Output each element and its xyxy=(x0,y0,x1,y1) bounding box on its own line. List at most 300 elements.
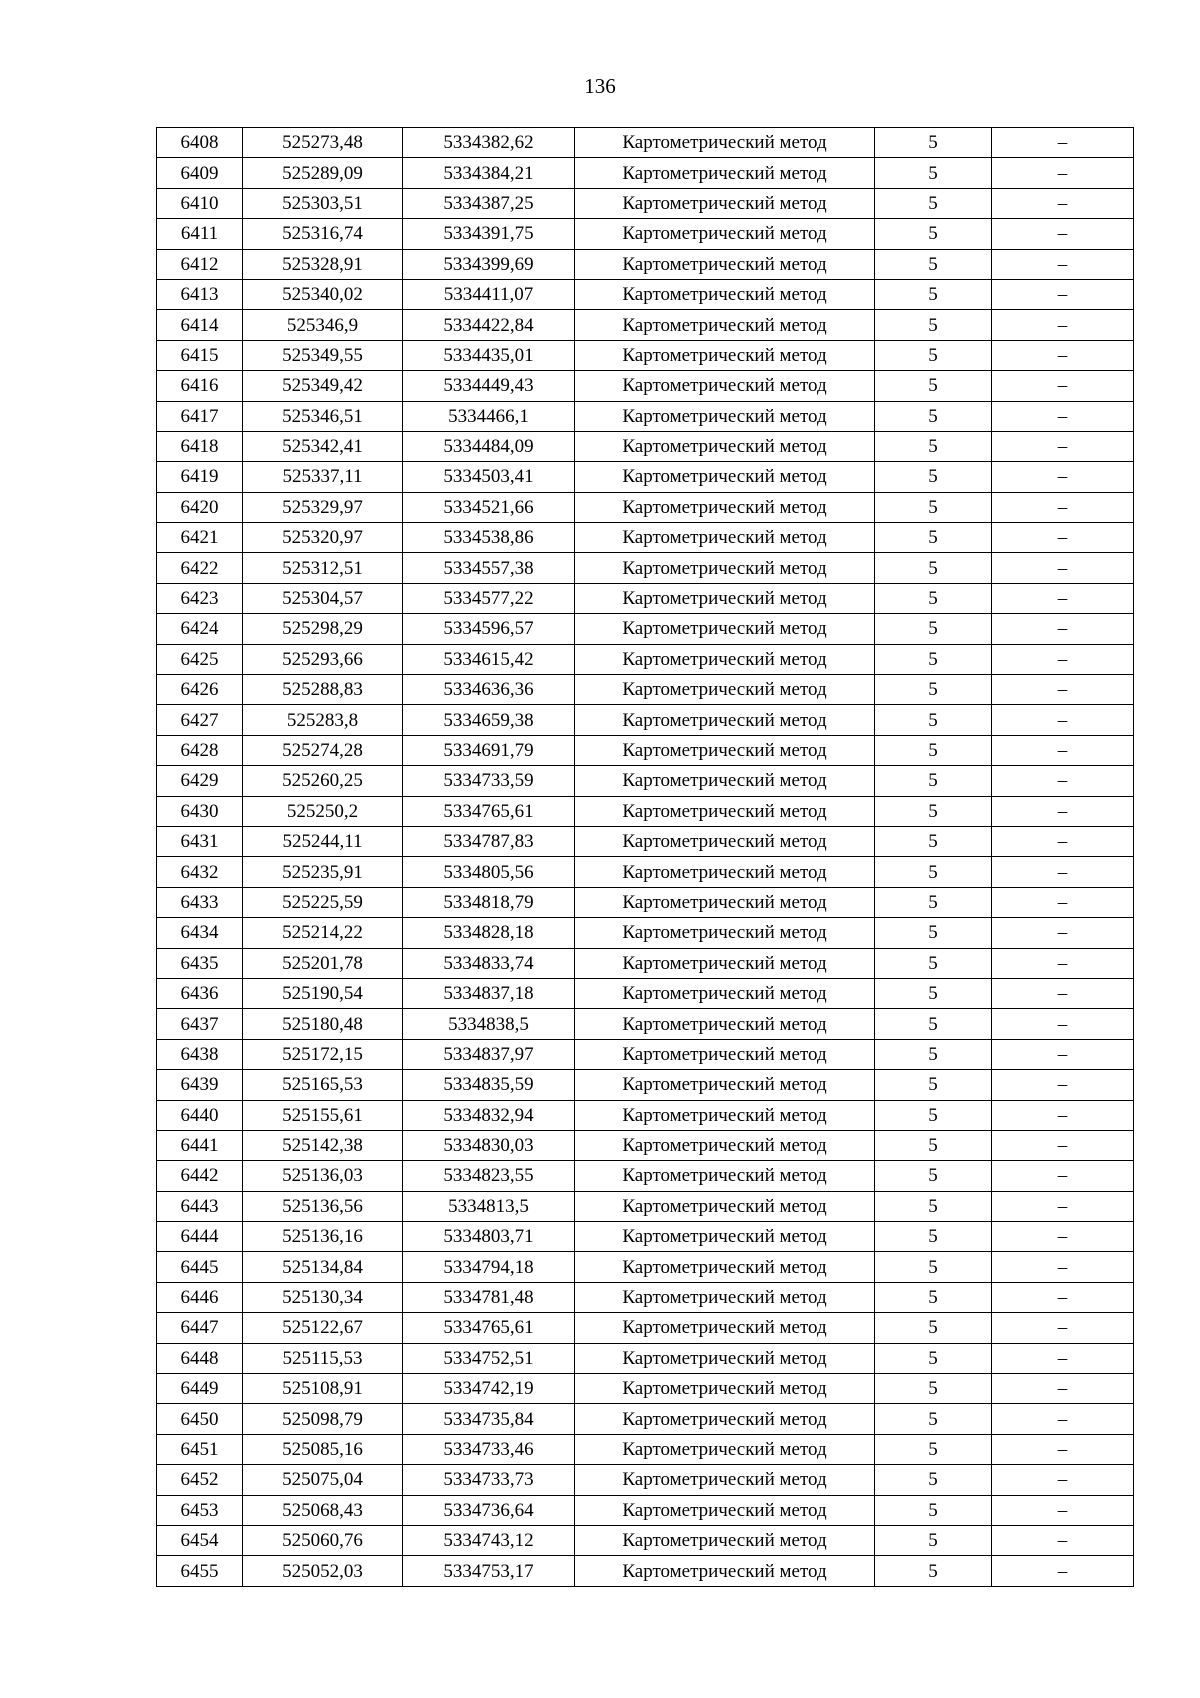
coordinates-table xyxy=(156,127,1134,1587)
accuracy-cell: 5 xyxy=(875,857,992,887)
description-cell: – xyxy=(992,1404,1134,1434)
y-coordinate-cell: 5334733,59 xyxy=(403,766,575,796)
x-coordinate-cell: 525340,02 xyxy=(243,279,403,309)
table-row xyxy=(157,158,1134,188)
y-coordinate-cell: 5334387,25 xyxy=(403,188,575,218)
accuracy-cell: 5 xyxy=(875,553,992,583)
table-row xyxy=(157,826,1134,856)
description-cell: – xyxy=(992,887,1134,917)
point-number-cell: 6429 xyxy=(157,766,243,796)
accuracy-cell: 5 xyxy=(875,1222,992,1252)
y-coordinate-cell: 5334384,21 xyxy=(403,158,575,188)
y-coordinate-cell: 5334733,46 xyxy=(403,1434,575,1464)
accuracy-cell: 5 xyxy=(875,1313,992,1343)
point-number-cell: 6412 xyxy=(157,249,243,279)
accuracy-cell: 5 xyxy=(875,1252,992,1282)
method-cell: Картометрический метод xyxy=(575,523,875,553)
coordinates-table-body xyxy=(157,128,1134,1587)
accuracy-cell: 5 xyxy=(875,948,992,978)
method-cell: Картометрический метод xyxy=(575,887,875,917)
accuracy-cell: 5 xyxy=(875,796,992,826)
point-number-cell: 6416 xyxy=(157,371,243,401)
method-cell: Картометрический метод xyxy=(575,310,875,340)
y-coordinate-cell: 5334484,09 xyxy=(403,431,575,461)
method-cell: Картометрический метод xyxy=(575,1343,875,1373)
accuracy-cell: 5 xyxy=(875,1404,992,1434)
x-coordinate-cell: 525346,51 xyxy=(243,401,403,431)
method-cell: Картометрический метод xyxy=(575,492,875,522)
x-coordinate-cell: 525312,51 xyxy=(243,553,403,583)
accuracy-cell: 5 xyxy=(875,219,992,249)
method-cell: Картометрический метод xyxy=(575,401,875,431)
table-row xyxy=(157,675,1134,705)
description-cell: – xyxy=(992,1525,1134,1555)
description-cell: – xyxy=(992,188,1134,218)
method-cell: Картометрический метод xyxy=(575,553,875,583)
point-number-cell: 6422 xyxy=(157,553,243,583)
description-cell: – xyxy=(992,1465,1134,1495)
y-coordinate-cell: 5334833,74 xyxy=(403,948,575,978)
x-coordinate-cell: 525320,97 xyxy=(243,523,403,553)
method-cell: Картометрический метод xyxy=(575,1161,875,1191)
accuracy-cell: 5 xyxy=(875,340,992,370)
description-cell: – xyxy=(992,1343,1134,1373)
point-number-cell: 6433 xyxy=(157,887,243,917)
x-coordinate-cell: 525329,97 xyxy=(243,492,403,522)
description-cell: – xyxy=(992,1161,1134,1191)
description-cell: – xyxy=(992,1191,1134,1221)
table-row xyxy=(157,219,1134,249)
description-cell: – xyxy=(992,1009,1134,1039)
table-row xyxy=(157,1070,1134,1100)
table-row xyxy=(157,1313,1134,1343)
point-number-cell: 6439 xyxy=(157,1070,243,1100)
x-coordinate-cell: 525273,48 xyxy=(243,128,403,158)
y-coordinate-cell: 5334435,01 xyxy=(403,340,575,370)
description-cell: – xyxy=(992,644,1134,674)
accuracy-cell: 5 xyxy=(875,1100,992,1130)
y-coordinate-cell: 5334736,64 xyxy=(403,1495,575,1525)
point-number-cell: 6408 xyxy=(157,128,243,158)
x-coordinate-cell: 525190,54 xyxy=(243,978,403,1008)
x-coordinate-cell: 525085,16 xyxy=(243,1434,403,1464)
accuracy-cell: 5 xyxy=(875,188,992,218)
x-coordinate-cell: 525134,84 xyxy=(243,1252,403,1282)
point-number-cell: 6411 xyxy=(157,219,243,249)
y-coordinate-cell: 5334733,73 xyxy=(403,1465,575,1495)
x-coordinate-cell: 525201,78 xyxy=(243,948,403,978)
y-coordinate-cell: 5334813,5 xyxy=(403,1191,575,1221)
method-cell: Картометрический метод xyxy=(575,1313,875,1343)
accuracy-cell: 5 xyxy=(875,128,992,158)
point-number-cell: 6435 xyxy=(157,948,243,978)
point-number-cell: 6431 xyxy=(157,826,243,856)
y-coordinate-cell: 5334411,07 xyxy=(403,279,575,309)
x-coordinate-cell: 525165,53 xyxy=(243,1070,403,1100)
accuracy-cell: 5 xyxy=(875,1009,992,1039)
accuracy-cell: 5 xyxy=(875,1130,992,1160)
point-number-cell: 6419 xyxy=(157,462,243,492)
accuracy-cell: 5 xyxy=(875,401,992,431)
page-number: 136 xyxy=(584,74,616,98)
method-cell: Картометрический метод xyxy=(575,1434,875,1464)
method-cell: Картометрический метод xyxy=(575,1130,875,1160)
x-coordinate-cell: 525180,48 xyxy=(243,1009,403,1039)
x-coordinate-cell: 525260,25 xyxy=(243,766,403,796)
table-row xyxy=(157,1130,1134,1160)
x-coordinate-cell: 525244,11 xyxy=(243,826,403,856)
description-cell: – xyxy=(992,1313,1134,1343)
method-cell: Картометрический метод xyxy=(575,1100,875,1130)
method-cell: Картометрический метод xyxy=(575,1525,875,1555)
table-row xyxy=(157,1100,1134,1130)
table-row xyxy=(157,1161,1134,1191)
accuracy-cell: 5 xyxy=(875,1282,992,1312)
table-row xyxy=(157,644,1134,674)
y-coordinate-cell: 5334615,42 xyxy=(403,644,575,674)
point-number-cell: 6417 xyxy=(157,401,243,431)
y-coordinate-cell: 5334422,84 xyxy=(403,310,575,340)
point-number-cell: 6443 xyxy=(157,1191,243,1221)
accuracy-cell: 5 xyxy=(875,371,992,401)
description-cell: – xyxy=(992,766,1134,796)
accuracy-cell: 5 xyxy=(875,310,992,340)
x-coordinate-cell: 525337,11 xyxy=(243,462,403,492)
accuracy-cell: 5 xyxy=(875,523,992,553)
table-row xyxy=(157,1343,1134,1373)
x-coordinate-cell: 525328,91 xyxy=(243,249,403,279)
x-coordinate-cell: 525098,79 xyxy=(243,1404,403,1434)
point-number-cell: 6423 xyxy=(157,583,243,613)
x-coordinate-cell: 525136,16 xyxy=(243,1222,403,1252)
method-cell: Картометрический метод xyxy=(575,371,875,401)
y-coordinate-cell: 5334636,36 xyxy=(403,675,575,705)
table-row xyxy=(157,978,1134,1008)
description-cell: – xyxy=(992,1495,1134,1525)
y-coordinate-cell: 5334753,17 xyxy=(403,1556,575,1586)
description-cell: – xyxy=(992,1282,1134,1312)
point-number-cell: 6438 xyxy=(157,1039,243,1069)
point-number-cell: 6436 xyxy=(157,978,243,1008)
table-row xyxy=(157,583,1134,613)
table-row xyxy=(157,735,1134,765)
method-cell: Картометрический метод xyxy=(575,462,875,492)
description-cell: – xyxy=(992,735,1134,765)
description-cell: – xyxy=(992,523,1134,553)
method-cell: Картометрический метод xyxy=(575,1282,875,1312)
description-cell: – xyxy=(992,1222,1134,1252)
x-coordinate-cell: 525068,43 xyxy=(243,1495,403,1525)
table-row xyxy=(157,614,1134,644)
table-row xyxy=(157,918,1134,948)
x-coordinate-cell: 525052,03 xyxy=(243,1556,403,1586)
description-cell: – xyxy=(992,401,1134,431)
x-coordinate-cell: 525172,15 xyxy=(243,1039,403,1069)
point-number-cell: 6437 xyxy=(157,1009,243,1039)
y-coordinate-cell: 5334735,84 xyxy=(403,1404,575,1434)
point-number-cell: 6415 xyxy=(157,340,243,370)
x-coordinate-cell: 525235,91 xyxy=(243,857,403,887)
description-cell: – xyxy=(992,978,1134,1008)
y-coordinate-cell: 5334399,69 xyxy=(403,249,575,279)
table-row xyxy=(157,279,1134,309)
y-coordinate-cell: 5334837,97 xyxy=(403,1039,575,1069)
y-coordinate-cell: 5334557,38 xyxy=(403,553,575,583)
table-row xyxy=(157,553,1134,583)
accuracy-cell: 5 xyxy=(875,279,992,309)
y-coordinate-cell: 5334466,1 xyxy=(403,401,575,431)
description-cell: – xyxy=(992,1374,1134,1404)
table-row xyxy=(157,1525,1134,1555)
y-coordinate-cell: 5334742,19 xyxy=(403,1374,575,1404)
method-cell: Картометрический метод xyxy=(575,279,875,309)
table-row xyxy=(157,431,1134,461)
method-cell: Картометрический метод xyxy=(575,583,875,613)
point-number-cell: 6424 xyxy=(157,614,243,644)
accuracy-cell: 5 xyxy=(875,158,992,188)
y-coordinate-cell: 5334830,03 xyxy=(403,1130,575,1160)
table-row xyxy=(157,887,1134,917)
x-coordinate-cell: 525136,56 xyxy=(243,1191,403,1221)
description-cell: – xyxy=(992,826,1134,856)
method-cell: Картометрический метод xyxy=(575,735,875,765)
y-coordinate-cell: 5334521,66 xyxy=(403,492,575,522)
accuracy-cell: 5 xyxy=(875,1070,992,1100)
y-coordinate-cell: 5334805,56 xyxy=(403,857,575,887)
description-cell: – xyxy=(992,948,1134,978)
y-coordinate-cell: 5334787,83 xyxy=(403,826,575,856)
accuracy-cell: 5 xyxy=(875,644,992,674)
table-row xyxy=(157,1374,1134,1404)
y-coordinate-cell: 5334838,5 xyxy=(403,1009,575,1039)
description-cell: – xyxy=(992,1252,1134,1282)
method-cell: Картометрический метод xyxy=(575,1070,875,1100)
accuracy-cell: 5 xyxy=(875,1343,992,1373)
x-coordinate-cell: 525349,42 xyxy=(243,371,403,401)
y-coordinate-cell: 5334837,18 xyxy=(403,978,575,1008)
point-number-cell: 6442 xyxy=(157,1161,243,1191)
table-row xyxy=(157,766,1134,796)
method-cell: Картометрический метод xyxy=(575,948,875,978)
y-coordinate-cell: 5334818,79 xyxy=(403,887,575,917)
x-coordinate-cell: 525155,61 xyxy=(243,1100,403,1130)
method-cell: Картометрический метод xyxy=(575,249,875,279)
description-cell: – xyxy=(992,918,1134,948)
point-number-cell: 6447 xyxy=(157,1313,243,1343)
method-cell: Картометрический метод xyxy=(575,1374,875,1404)
method-cell: Картометрический метод xyxy=(575,857,875,887)
description-cell: – xyxy=(992,553,1134,583)
accuracy-cell: 5 xyxy=(875,735,992,765)
table-row xyxy=(157,1465,1134,1495)
accuracy-cell: 5 xyxy=(875,705,992,735)
description-cell: – xyxy=(992,340,1134,370)
table-row xyxy=(157,340,1134,370)
x-coordinate-cell: 525274,28 xyxy=(243,735,403,765)
point-number-cell: 6409 xyxy=(157,158,243,188)
description-cell: – xyxy=(992,492,1134,522)
y-coordinate-cell: 5334382,62 xyxy=(403,128,575,158)
y-coordinate-cell: 5334691,79 xyxy=(403,735,575,765)
accuracy-cell: 5 xyxy=(875,887,992,917)
y-coordinate-cell: 5334659,38 xyxy=(403,705,575,735)
accuracy-cell: 5 xyxy=(875,826,992,856)
x-coordinate-cell: 525349,55 xyxy=(243,340,403,370)
y-coordinate-cell: 5334781,48 xyxy=(403,1282,575,1312)
table-row xyxy=(157,371,1134,401)
description-cell: – xyxy=(992,796,1134,826)
accuracy-cell: 5 xyxy=(875,492,992,522)
point-number-cell: 6440 xyxy=(157,1100,243,1130)
accuracy-cell: 5 xyxy=(875,1374,992,1404)
point-number-cell: 6451 xyxy=(157,1434,243,1464)
method-cell: Картометрический метод xyxy=(575,644,875,674)
y-coordinate-cell: 5334391,75 xyxy=(403,219,575,249)
description-cell: – xyxy=(992,310,1134,340)
description-cell: – xyxy=(992,857,1134,887)
point-number-cell: 6449 xyxy=(157,1374,243,1404)
y-coordinate-cell: 5334832,94 xyxy=(403,1100,575,1130)
y-coordinate-cell: 5334752,51 xyxy=(403,1343,575,1373)
x-coordinate-cell: 525293,66 xyxy=(243,644,403,674)
x-coordinate-cell: 525304,57 xyxy=(243,583,403,613)
x-coordinate-cell: 525303,51 xyxy=(243,188,403,218)
table-row xyxy=(157,1009,1134,1039)
x-coordinate-cell: 525288,83 xyxy=(243,675,403,705)
method-cell: Картометрический метод xyxy=(575,1404,875,1434)
y-coordinate-cell: 5334577,22 xyxy=(403,583,575,613)
table-row xyxy=(157,462,1134,492)
method-cell: Картометрический метод xyxy=(575,128,875,158)
description-cell: – xyxy=(992,371,1134,401)
table-row xyxy=(157,310,1134,340)
point-number-cell: 6455 xyxy=(157,1556,243,1586)
table-row xyxy=(157,1495,1134,1525)
y-coordinate-cell: 5334503,41 xyxy=(403,462,575,492)
method-cell: Картометрический метод xyxy=(575,340,875,370)
x-coordinate-cell: 525060,76 xyxy=(243,1525,403,1555)
table-row xyxy=(157,1282,1134,1312)
point-number-cell: 6428 xyxy=(157,735,243,765)
point-number-cell: 6450 xyxy=(157,1404,243,1434)
method-cell: Картометрический метод xyxy=(575,1009,875,1039)
accuracy-cell: 5 xyxy=(875,675,992,705)
description-cell: – xyxy=(992,1100,1134,1130)
accuracy-cell: 5 xyxy=(875,918,992,948)
y-coordinate-cell: 5334803,71 xyxy=(403,1222,575,1252)
x-coordinate-cell: 525075,04 xyxy=(243,1465,403,1495)
table-row xyxy=(157,1556,1134,1586)
x-coordinate-cell: 525225,59 xyxy=(243,887,403,917)
description-cell: – xyxy=(992,1130,1134,1160)
x-coordinate-cell: 525250,2 xyxy=(243,796,403,826)
point-number-cell: 6432 xyxy=(157,857,243,887)
y-coordinate-cell: 5334449,43 xyxy=(403,371,575,401)
table-row xyxy=(157,1434,1134,1464)
method-cell: Картометрический метод xyxy=(575,1252,875,1282)
point-number-cell: 6448 xyxy=(157,1343,243,1373)
x-coordinate-cell: 525346,9 xyxy=(243,310,403,340)
description-cell: – xyxy=(992,1070,1134,1100)
point-number-cell: 6413 xyxy=(157,279,243,309)
x-coordinate-cell: 525342,41 xyxy=(243,431,403,461)
point-number-cell: 6414 xyxy=(157,310,243,340)
y-coordinate-cell: 5334765,61 xyxy=(403,1313,575,1343)
accuracy-cell: 5 xyxy=(875,1525,992,1555)
table-row xyxy=(157,1039,1134,1069)
x-coordinate-cell: 525130,34 xyxy=(243,1282,403,1312)
y-coordinate-cell: 5334765,61 xyxy=(403,796,575,826)
description-cell: – xyxy=(992,675,1134,705)
y-coordinate-cell: 5334538,86 xyxy=(403,523,575,553)
point-number-cell: 6445 xyxy=(157,1252,243,1282)
method-cell: Картометрический метод xyxy=(575,978,875,1008)
accuracy-cell: 5 xyxy=(875,249,992,279)
y-coordinate-cell: 5334823,55 xyxy=(403,1161,575,1191)
method-cell: Картометрический метод xyxy=(575,188,875,218)
description-cell: – xyxy=(992,158,1134,188)
point-number-cell: 6453 xyxy=(157,1495,243,1525)
point-number-cell: 6420 xyxy=(157,492,243,522)
description-cell: – xyxy=(992,705,1134,735)
x-coordinate-cell: 525214,22 xyxy=(243,918,403,948)
point-number-cell: 6410 xyxy=(157,188,243,218)
point-number-cell: 6427 xyxy=(157,705,243,735)
method-cell: Картометрический метод xyxy=(575,918,875,948)
method-cell: Картометрический метод xyxy=(575,1495,875,1525)
table-row xyxy=(157,1222,1134,1252)
x-coordinate-cell: 525122,67 xyxy=(243,1313,403,1343)
table-row xyxy=(157,705,1134,735)
method-cell: Картометрический метод xyxy=(575,1556,875,1586)
y-coordinate-cell: 5334835,59 xyxy=(403,1070,575,1100)
table-row xyxy=(157,1191,1134,1221)
method-cell: Картометрический метод xyxy=(575,1222,875,1252)
accuracy-cell: 5 xyxy=(875,1039,992,1069)
method-cell: Картометрический метод xyxy=(575,614,875,644)
y-coordinate-cell: 5334596,57 xyxy=(403,614,575,644)
description-cell: – xyxy=(992,279,1134,309)
x-coordinate-cell: 525298,29 xyxy=(243,614,403,644)
table-row xyxy=(157,492,1134,522)
table-row xyxy=(157,1252,1134,1282)
point-number-cell: 6425 xyxy=(157,644,243,674)
description-cell: – xyxy=(992,614,1134,644)
point-number-cell: 6454 xyxy=(157,1525,243,1555)
method-cell: Картометрический метод xyxy=(575,1039,875,1069)
y-coordinate-cell: 5334828,18 xyxy=(403,918,575,948)
accuracy-cell: 5 xyxy=(875,583,992,613)
description-cell: – xyxy=(992,249,1134,279)
accuracy-cell: 5 xyxy=(875,1465,992,1495)
x-coordinate-cell: 525289,09 xyxy=(243,158,403,188)
x-coordinate-cell: 525142,38 xyxy=(243,1130,403,1160)
table-row xyxy=(157,249,1134,279)
point-number-cell: 6430 xyxy=(157,796,243,826)
method-cell: Картометрический метод xyxy=(575,826,875,856)
table-row xyxy=(157,523,1134,553)
x-coordinate-cell: 525283,8 xyxy=(243,705,403,735)
x-coordinate-cell: 525136,03 xyxy=(243,1161,403,1191)
accuracy-cell: 5 xyxy=(875,766,992,796)
table-row xyxy=(157,128,1134,158)
method-cell: Картометрический метод xyxy=(575,1191,875,1221)
x-coordinate-cell: 525316,74 xyxy=(243,219,403,249)
method-cell: Картометрический метод xyxy=(575,675,875,705)
description-cell: – xyxy=(992,1434,1134,1464)
method-cell: Картометрический метод xyxy=(575,1465,875,1495)
description-cell: – xyxy=(992,462,1134,492)
